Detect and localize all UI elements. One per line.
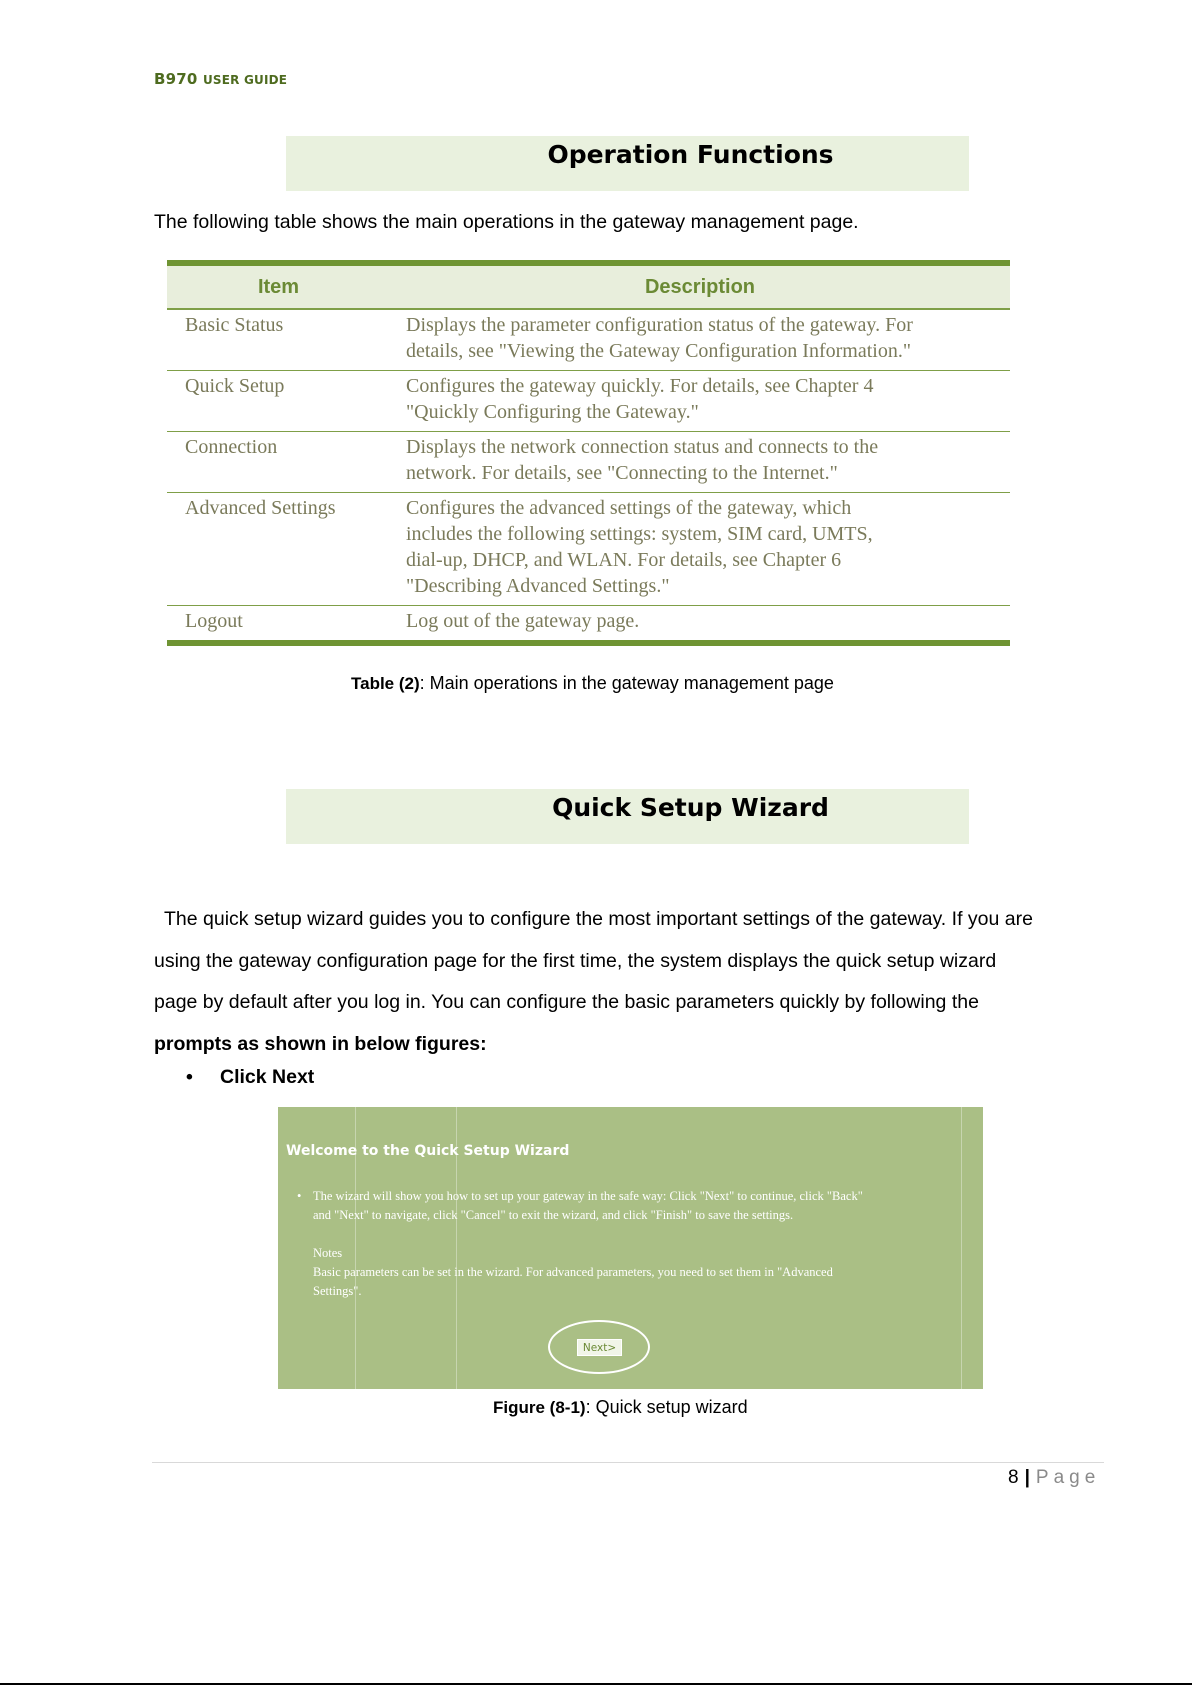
- operations-table: [167, 260, 1010, 646]
- section2-title: Quick Setup Wizard: [552, 793, 829, 822]
- description-line: Configures the gateway quickly. For details, see Chapter 4: [406, 375, 874, 397]
- table-row: [167, 432, 1010, 493]
- table-cell-item: Logout: [167, 606, 390, 644]
- table-cell-item: Quick Setup: [167, 371, 390, 432]
- paragraph-line: page by default after you log in. You can configure the basic parameters quickly by following the: [154, 991, 979, 1013]
- wizard-screenshot: [278, 1107, 983, 1389]
- paragraph-line: prompts as shown in below figures:: [154, 1032, 487, 1055]
- notes-line: Settings".: [313, 1284, 362, 1298]
- table-cell-description: [390, 371, 1010, 432]
- intro-text: The following table shows the main operations in the gateway management page.: [154, 211, 859, 233]
- table-row: [167, 606, 1010, 644]
- column-header-description: Description: [390, 263, 1010, 309]
- header-model: B970: [154, 70, 203, 88]
- table-row: [167, 371, 1010, 432]
- table-row: [167, 309, 1010, 371]
- notes-line: Basic parameters can be set in the wizard. For advanced parameters, you need to set them in "Advanced: [313, 1265, 833, 1279]
- figure-caption: [493, 1397, 748, 1418]
- table-caption: [351, 673, 834, 694]
- section-title-quick-setup-wizard: [286, 789, 969, 844]
- wizard-notes: [313, 1244, 953, 1301]
- table-cell-item: Connection: [167, 432, 390, 493]
- page-separator: |: [1024, 1467, 1030, 1488]
- header-guide-label: USER GUIDE: [202, 73, 288, 87]
- figure-caption-text: : Quick setup wizard: [585, 1397, 748, 1417]
- table-cell-item: Basic Status: [167, 309, 390, 371]
- table-caption-text: : Main operations in the gateway management page: [419, 673, 834, 693]
- table-cell-item: Advanced Settings: [167, 493, 390, 606]
- table-cell-description: [390, 309, 1010, 371]
- table-row: [167, 493, 1010, 606]
- paragraph-line: The quick setup wizard guides you to configure the most important settings of the gateway. If you are: [164, 908, 1033, 930]
- table-header-row: [167, 263, 1010, 309]
- table-cell-description: [390, 606, 1010, 644]
- next-button[interactable]: Next>: [577, 1339, 622, 1356]
- wizard-instructions: [297, 1187, 957, 1225]
- description-line: "Describing Advanced Settings.": [406, 575, 670, 597]
- description-line: network. For details, see "Connecting to the Internet.": [406, 462, 838, 484]
- description-line: dial-up, DHCP, and WLAN. For details, see Chapter 6: [406, 549, 842, 571]
- page-number: 8: [1008, 1467, 1019, 1488]
- bullet-dot: •: [186, 1066, 193, 1088]
- description-line: Displays the parameter configuration status of the gateway. For: [406, 314, 913, 336]
- section1-title: Operation Functions: [547, 140, 834, 169]
- description-line: Displays the network connection status and connects to the: [406, 436, 879, 458]
- bullet-text: Click Next: [220, 1066, 315, 1088]
- description-line: "Quickly Configuring the Gateway.": [406, 401, 699, 423]
- footer-divider: [152, 1462, 1104, 1463]
- section-title-operation-functions: [286, 136, 969, 191]
- bullet-item: [186, 1066, 314, 1089]
- table-caption-label: Table (2): [351, 674, 420, 693]
- notes-label: Notes: [313, 1246, 343, 1260]
- table-cell-description: [390, 493, 1010, 606]
- page-footer: [1008, 1467, 1100, 1489]
- wizard-line: The wizard will show you how to set up your gateway in the safe way: Click "Next" to continue, click "Back": [313, 1189, 863, 1203]
- description-line: details, see "Viewing the Gateway Configuration Information.": [406, 340, 911, 362]
- description-line: Log out of the gateway page.: [406, 610, 640, 632]
- description-line: Configures the advanced settings of the gateway, which: [406, 497, 852, 519]
- wizard-line: and "Next" to navigate, click "Cancel" to exit the wizard, and click "Finish" to save the settings.: [313, 1208, 794, 1222]
- wizard-title: Welcome to the Quick Setup Wizard: [286, 1143, 570, 1159]
- figure-caption-label: Figure (8-1): [493, 1398, 586, 1417]
- divider: [961, 1107, 962, 1389]
- column-header-item: Item: [167, 263, 390, 309]
- document-header: [154, 70, 287, 88]
- wizard-paragraph: [154, 899, 1102, 1065]
- wizard-bullet: •: [297, 1189, 302, 1203]
- paragraph-line: using the gateway configuration page for the first time, the system displays the quick setup wizard: [154, 949, 997, 972]
- page-label: Page: [1035, 1467, 1101, 1488]
- description-line: includes the following settings: system, SIM card, UMTS,: [406, 523, 873, 545]
- table-cell-description: [390, 432, 1010, 493]
